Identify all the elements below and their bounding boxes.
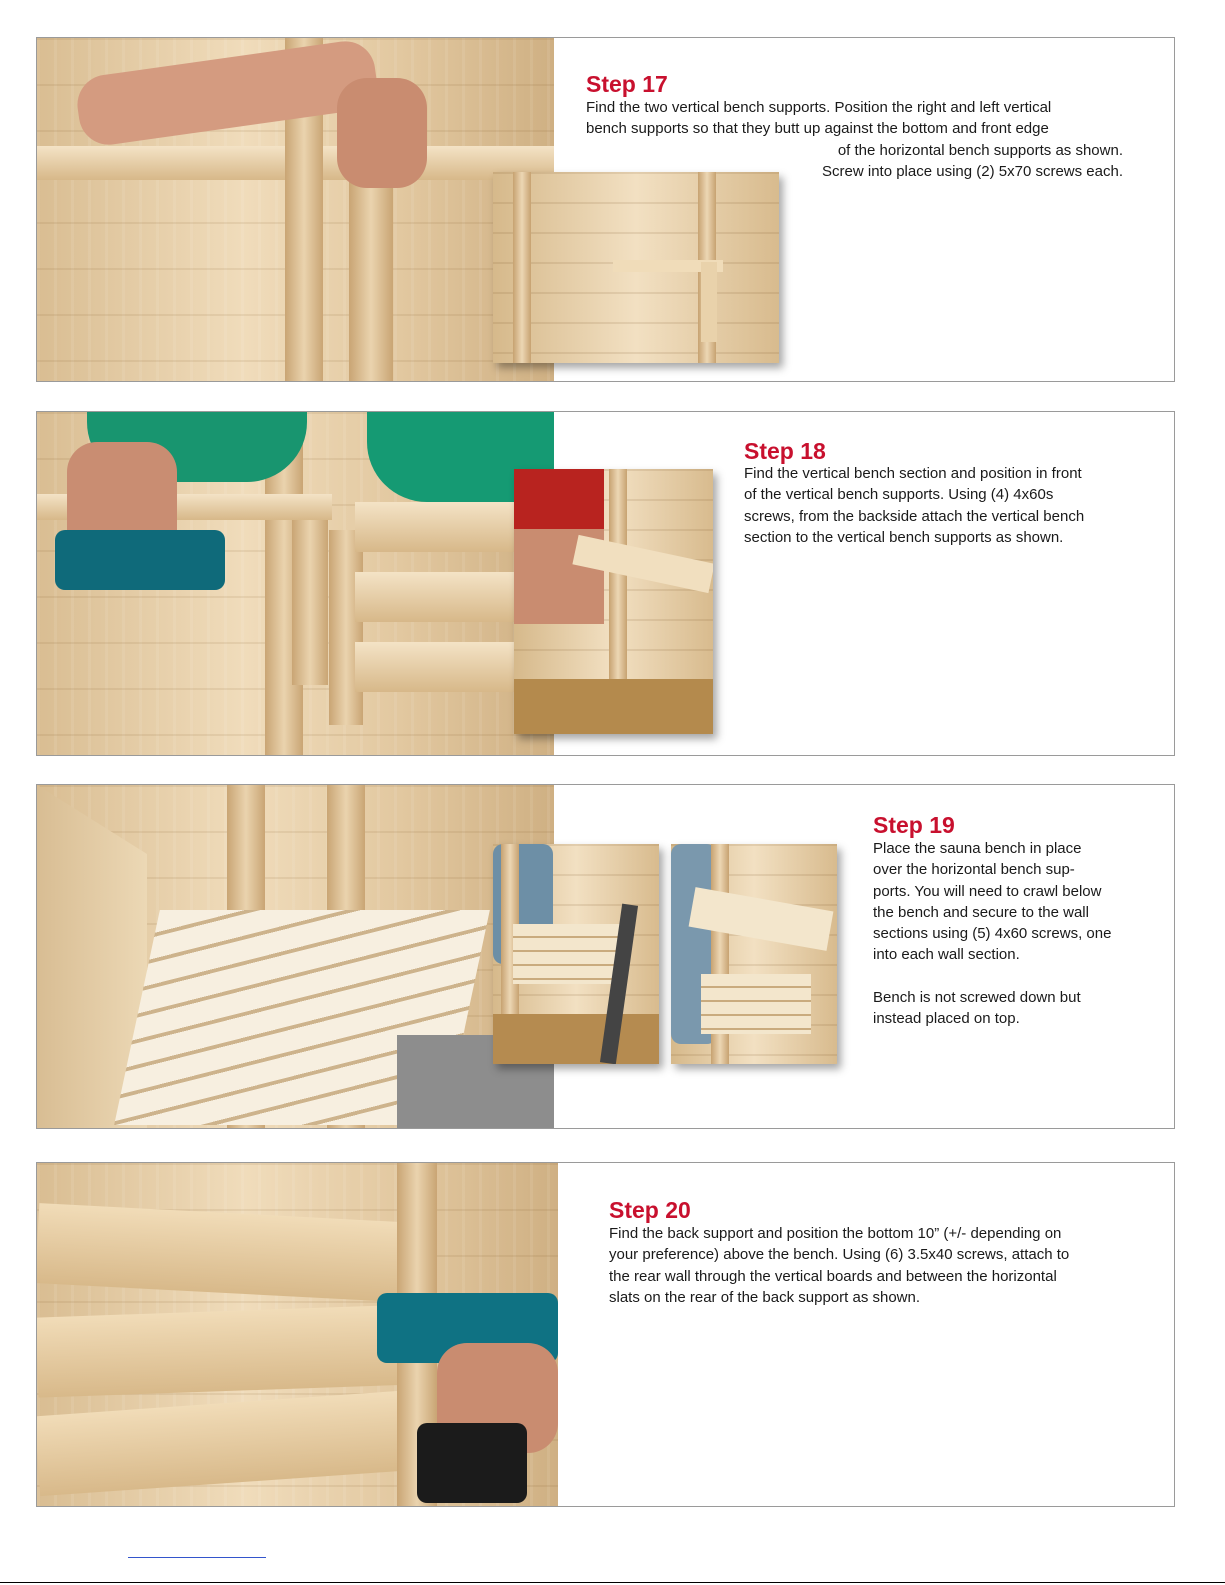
step-17-text bbox=[586, 97, 1123, 182]
footer-rule bbox=[0, 1582, 1225, 1583]
step-17-inset-photo bbox=[493, 172, 779, 363]
step-19-line: Place the sauna bench in place bbox=[873, 840, 1082, 857]
step-17-title: Step 17 bbox=[586, 71, 668, 97]
step-20-main-photo bbox=[37, 1163, 558, 1506]
step-19-line: sections using (5) 4x60 screws, one bbox=[873, 925, 1112, 943]
step-20-text bbox=[609, 1223, 1149, 1308]
step-18-line: of the vertical bench supports. Using (4) 4x60s bbox=[744, 486, 1054, 504]
step-20-title: Step 20 bbox=[609, 1197, 691, 1223]
step-17-panel bbox=[36, 37, 1175, 382]
step-18-inset-photo bbox=[514, 469, 713, 734]
step-18-text bbox=[744, 463, 1154, 548]
footer-link-underline bbox=[128, 1557, 266, 1558]
step-17-line: of the horizontal bench supports as shown. bbox=[837, 141, 1123, 159]
step-17-line: Screw into place using (2) 5x70 screws each. bbox=[822, 162, 1123, 180]
step-19-note-line: instead placed on top. bbox=[873, 1010, 1020, 1028]
step-19-text bbox=[873, 838, 1163, 1030]
step-20-line: your preference) above the bench. Using (6) 3.5x40 screws, attach to bbox=[609, 1246, 1070, 1264]
step-19-title: Step 19 bbox=[873, 812, 955, 838]
step-18-line: section to the vertical bench supports as shown. bbox=[744, 528, 1064, 546]
step-17-line: Find the two vertical bench supports. Position the right and left vertical bbox=[586, 99, 1052, 116]
step-20-line: slats on the rear of the back support as shown. bbox=[609, 1288, 921, 1306]
step-17-main-photo bbox=[37, 38, 554, 381]
step-19-main-photo bbox=[37, 785, 554, 1128]
step-18-title: Step 18 bbox=[744, 438, 826, 464]
step-19-line: the bench and secure to the wall bbox=[873, 903, 1089, 921]
step-18-panel bbox=[36, 411, 1175, 756]
step-19-inset-photo-left bbox=[493, 844, 659, 1064]
step-18-main-photo bbox=[37, 412, 554, 755]
step-19-note-line: Bench is not screwed down but bbox=[873, 989, 1081, 1007]
step-20-line: the rear wall through the vertical boards and between the horizontal bbox=[609, 1267, 1057, 1285]
step-20-panel bbox=[36, 1162, 1175, 1507]
step-20-line: Find the back support and position the bottom 10” (+/- depending on bbox=[609, 1225, 1062, 1242]
step-19-line: over the horizontal bench sup- bbox=[873, 861, 1075, 879]
step-18-line: Find the vertical bench section and position in front bbox=[744, 465, 1082, 482]
step-19-inset-photo-right bbox=[671, 844, 837, 1064]
step-17-line: bench supports so that they butt up against the bottom and front edge bbox=[586, 120, 1049, 138]
step-18-line: screws, from the backside attach the vertical bench bbox=[744, 507, 1085, 525]
step-19-line: ports. You will need to crawl below bbox=[873, 882, 1102, 900]
step-19-panel bbox=[36, 784, 1175, 1129]
step-19-line: into each wall section. bbox=[873, 946, 1020, 964]
